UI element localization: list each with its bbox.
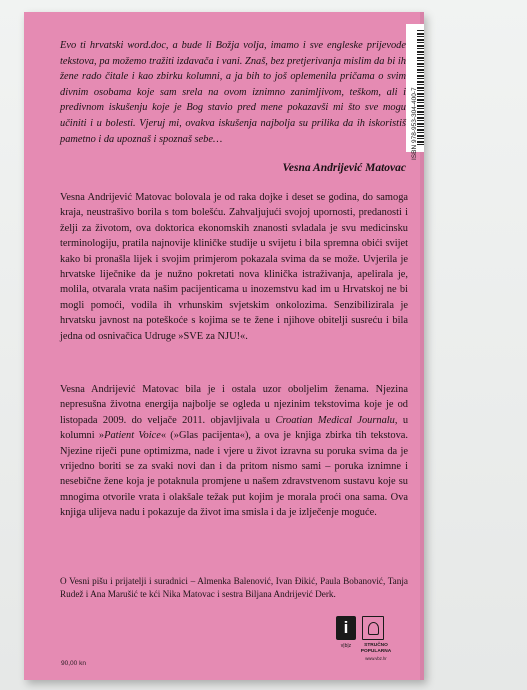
paragraph-2-text-a: Vesna Andrijević Matovac bila je i ostala uzor oboljelim ženama. Njezina nepresušna životna energija najbolje se ogleda u njezinim tekstovima koje je od listopada 2009. do veljače 2011. objavljivala u <box>60 384 408 426</box>
paragraph-2-text-b: , u kolumni » <box>60 414 409 442</box>
publisher-name: v|b|z <box>340 643 352 649</box>
description-paragraph-2 <box>60 382 408 521</box>
paragraph-2-text-c: « (»Glas pacijenta«), a ova je knjiga zbirka tih tekstova. Njezine riječi pune optimizma, nade i vjere u život izravna su poruka svima da je vrijedno boriti se za svaki novi dan i da pritom nismo sami – poruka iznimne i nesebične žene koja je potaknula promjene u našem zdravstvenom sustavu koje su mnogima otvorile vrata i olakšale težak put kojim je morala proći ona sama. Ova knjiga ulijeva nadu i pokazuje da život ima smisla i da je izlječenje moguće. <box>60 430 408 519</box>
publisher-logo-letter: i <box>343 618 349 637</box>
column-name: Patient Voice <box>104 430 161 442</box>
barcode <box>417 30 424 146</box>
series-logo-icon <box>362 616 384 640</box>
publisher-info-icon <box>336 616 356 640</box>
isbn-number: ISBN 978-953-304-400-7 <box>411 87 418 160</box>
journal-name: Croatian Medical Journalu <box>275 414 395 426</box>
quote-text: Evo ti hrvatski word.doc, a bude li Božja volja, imamo i sve engleske prijevode tekstova, pa možemo tražiti izdavača i vani. Znaš, bez pretjerivanja mislim da bi ih žene rado čitale i kao zbirku kolumni, a ja bih to još oplemenila pričama o svim divnim osobama koje sam srela na ovom iznimno zanimljivom, teškom, ali i predivnom iskušenju koje je Bog stavio pred mene pokazavši mi što sve mogu učiniti i u bolesti. Vjeruj mi, ovakva iskušenja najbolja su prilika da ih iskoristiš pametno i da upoznaš i spoznaš sebe… <box>60 40 406 145</box>
series-name: STRUČNO POPULARNA <box>360 643 392 654</box>
description-paragraph-1: Vesna Andrijević Matovac bolovala je od raka dojke i deset se godina, do samoga kraja, neustrašivo borila s tom bolešću. Zahvaljujući svojoj upornosti, predanosti i želji za životom, ova doktorica ekonomskih znanosti svladala je svu medicinsku terminologiju, pratila najnovije kliničke studije u svijetu i bila spremna obići svijet kako bi pronašla lijek i svojim primjerom pokazala svima da se može. Uvjerila je hrvatske liječnike da je nužno pokretati nova klinička istraživanja, apelirala je, molila, otvarala vrata našim pacijenticama u inozemstvu kad im u Hrvatskoj ne bi mogli pomoći, vodila ih vrhunskim svjetskim onkolozima. Senzibilizirala je hrvatsku javnost na poteškoće s kojima se te žene i njihove obitelji susreću i bila jedna od osnivačica Udruge »SVE za NJU!«. <box>60 192 408 342</box>
publisher-logos <box>336 616 400 676</box>
quote-author: Vesna Andrijević Matovac <box>282 162 406 174</box>
book-back-cover <box>24 12 424 680</box>
price-label: 90,00 kn <box>61 660 86 667</box>
publisher-url: www.vbz.hr <box>365 656 387 661</box>
contributors-paragraph: O Vesni pišu i prijatelji i suradnici – Almenka Balenović, Ivan Đikić, Paula Bobanović, Tanja Rudež i Ana Marušić te kći Nika Matovac i sestra Biljana Andrijević Derk. <box>60 576 408 600</box>
